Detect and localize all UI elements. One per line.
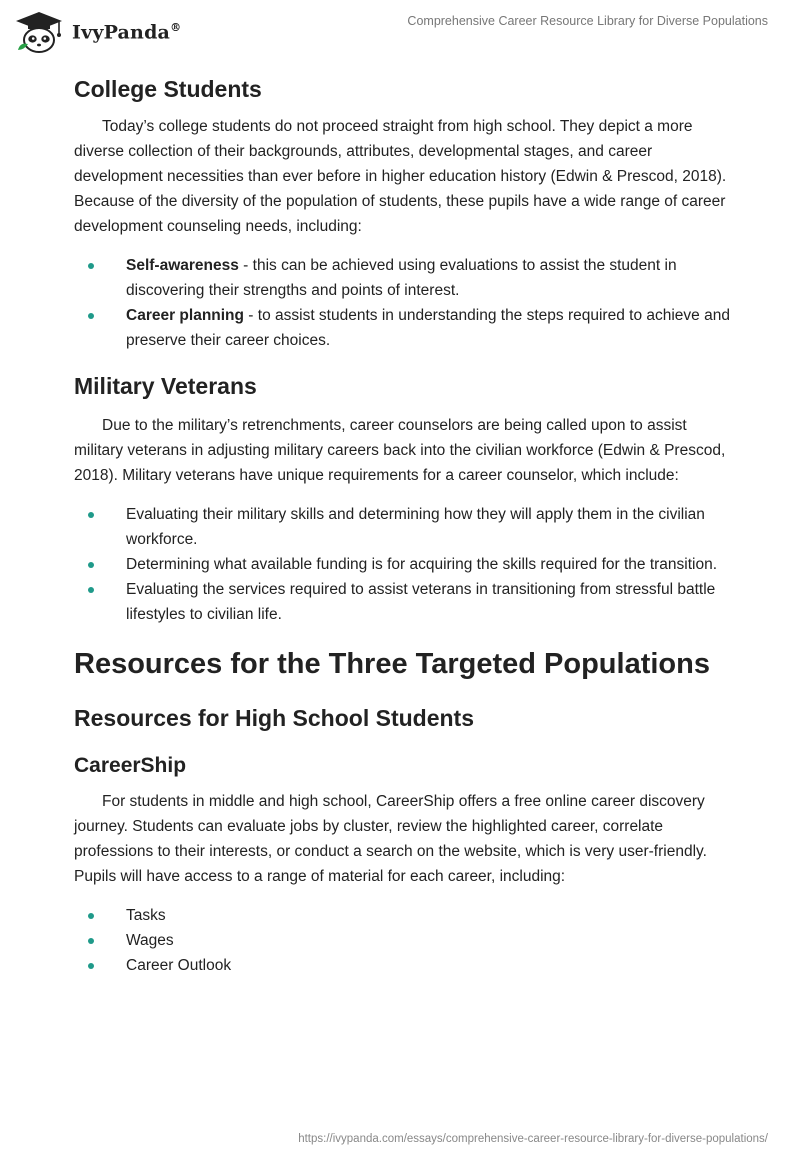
college-needs-list (74, 253, 734, 353)
list-item: Career Outlook (74, 953, 734, 978)
paragraph-military-veterans: Due to the military’s retrenchments, career counselors are being called upon to assist military veterans in adjusting military careers back into the civilian workforce (Edwin & Prescod, 2018). Military veterans have unique requirements for a career counselor, which include: (74, 417, 726, 484)
heading-college-students: College Students (74, 76, 262, 102)
veteran-needs-list (74, 502, 734, 627)
essay-content (74, 72, 734, 978)
list-item: Career planning - to assist students in understanding the steps required to achieve and preserve their career choices. (74, 303, 734, 353)
list-item: Evaluating their military skills and determining how they will apply them in the civilian workforce. (74, 502, 734, 552)
bullet-icon (88, 963, 94, 969)
page-header (0, 0, 800, 60)
paragraph-college-students: Today’s college students do not proceed straight from high school. They depict a more diverse collection of their backgrounds, attributes, developmental stages, and career development necessities than ever before in higher education history (Edwin & Prescod, 2018). Because of the diversity of the population of students, these pupils have a wide range of career development counseling needs, including: (74, 118, 727, 235)
bullet-icon (88, 313, 94, 319)
list-item: Evaluating the services required to assist veterans in transitioning from stressful battle lifestyles to civilian life. (74, 577, 734, 627)
list-item: Tasks (74, 903, 734, 928)
source-url[interactable]: https://ivypanda.com/essays/comprehensive-career-resource-library-for-diverse-populations/ (298, 1133, 768, 1145)
bullet-icon (88, 913, 94, 919)
bullet-icon (88, 587, 94, 593)
bullet-icon (88, 263, 94, 269)
careership-material-list (74, 903, 734, 978)
bullet-icon (88, 938, 94, 944)
heading-military-veterans: Military Veterans (74, 373, 257, 399)
panda-graduate-icon (14, 10, 64, 54)
bullet-icon (88, 562, 94, 568)
ivypanda-logo[interactable] (14, 8, 181, 56)
list-item: Self-awareness - this can be achieved using evaluations to assist the student in discovering their strengths and points of interest. (74, 253, 734, 303)
document-title: Comprehensive Career Resource Library for Diverse Populations (407, 14, 768, 28)
logo-text: IvyPanda® (72, 20, 182, 44)
heading-careership: CareerShip (74, 754, 187, 777)
list-item: Wages (74, 928, 734, 953)
heading-resources-targeted-populations: Resources for the Three Targeted Populations (74, 648, 710, 680)
bullet-icon (88, 512, 94, 518)
paragraph-careership: For students in middle and high school, CareerShip offers a free online career discovery journey. Students can evaluate jobs by cluster, review the highlighted career, correlate professions to their interests, or conduct a search on the website, which is very user-friendly. Pupils will have access to a range of material for each career, including: (74, 793, 707, 885)
list-item: Determining what available funding is for acquiring the skills required for the transition. (74, 552, 734, 577)
heading-resources-high-school: Resources for High School Students (74, 705, 474, 731)
